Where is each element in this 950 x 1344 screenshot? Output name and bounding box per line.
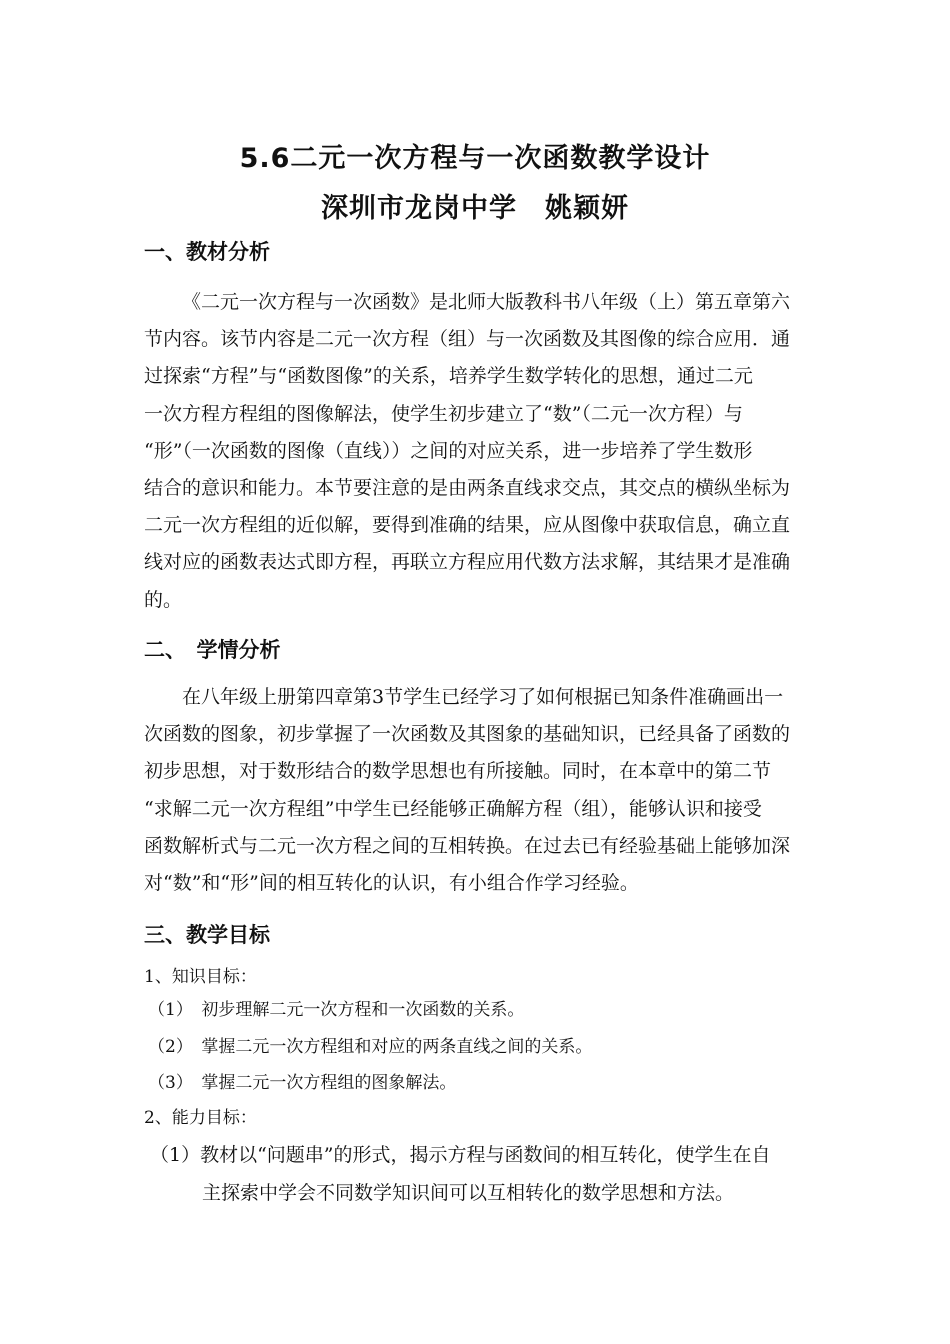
paragraph-line: 次函数的图象，初步掌握了一次函数及其图象的基础知识，已经具备了函数的: [144, 723, 791, 746]
paragraph-line: 初步思想，对于数形结合的数学思想也有所接触。同时，在本章中的第二节: [144, 760, 772, 783]
textbook-analysis-paragraph: [144, 284, 808, 619]
section-heading-teaching-goals: 三、教学目标: [144, 923, 270, 947]
paragraph-line: 《二元一次方程与一次函数》是北师大版教科书八年级（上）第五章第六: [182, 291, 791, 313]
learner-analysis-paragraph: [144, 679, 808, 902]
section-heading-textbook-analysis: 一、教材分析: [144, 240, 270, 264]
paragraph-line: 二元一次方程组的近似解，要得到准确的结果，应从图像中获取信息，确立直: [144, 514, 791, 537]
paragraph-line: 在八年级上册第四章第3节学生已经学习了如何根据已知条件准确画出一: [182, 686, 784, 708]
paragraph-line: 一次方程方程组的图像解法，使学生初步建立了“数”（二元一次方程）与: [144, 402, 743, 425]
ability-goal-item-continuation: 主探索中学会不同数学知识间可以互相转化的数学思想和方法。: [202, 1182, 735, 1204]
paragraph-line: 的。: [144, 588, 183, 611]
knowledge-goals-label: 1、知识目标：: [144, 967, 257, 987]
paragraph-line: 结合的意识和能力。本节要注意的是由两条直线求交点，其交点的横纵坐标为: [144, 476, 791, 499]
document-author: 深圳市龙岗中学 姚颖妍: [321, 193, 629, 224]
ability-goals-label: 2、能力目标：: [144, 1108, 257, 1128]
paragraph-line: “形”（一次函数的图像（直线））之间的对应关系，进一步培养了学生数形: [144, 439, 753, 462]
knowledge-goal-item: （2） 掌握二元一次方程组和对应的两条直线之间的关系。: [148, 1037, 593, 1057]
knowledge-goal-item: （3） 掌握二元一次方程组的图象解法。: [148, 1073, 457, 1093]
paragraph-line: 过探索“方程”与“函数图像”的关系，培养学生数学转化的思想，通过二元: [144, 365, 753, 388]
paragraph-line: 函数解析式与二元一次方程之间的互相转换。在过去已有经验基础上能够加深: [144, 834, 791, 857]
document-title: 5.6二元一次方程与一次函数教学设计: [239, 143, 711, 174]
paragraph-line: “求解二元一次方程组”中学生已经能够正确解方程（组），能够认识和接受: [144, 797, 762, 820]
paragraph-line: 对“数”和“形”间的相互转化的认识，有小组合作学习经验。: [144, 871, 639, 894]
paragraph-line: 节内容。该节内容是二元一次方程（组）与一次函数及其图像的综合应用．通: [144, 328, 791, 351]
ability-goal-item: （1）教材以“问题串”的形式，揭示方程与函数间的相互转化，使学生在自: [150, 1144, 771, 1166]
section-heading-learner-analysis: 二、 学情分析: [144, 638, 281, 662]
paragraph-line: 线对应的函数表达式即方程，再联立方程应用代数方法求解，其结果才是准确: [144, 551, 791, 574]
knowledge-goal-item: （1） 初步理解二元一次方程和一次函数的关系。: [148, 1000, 525, 1020]
